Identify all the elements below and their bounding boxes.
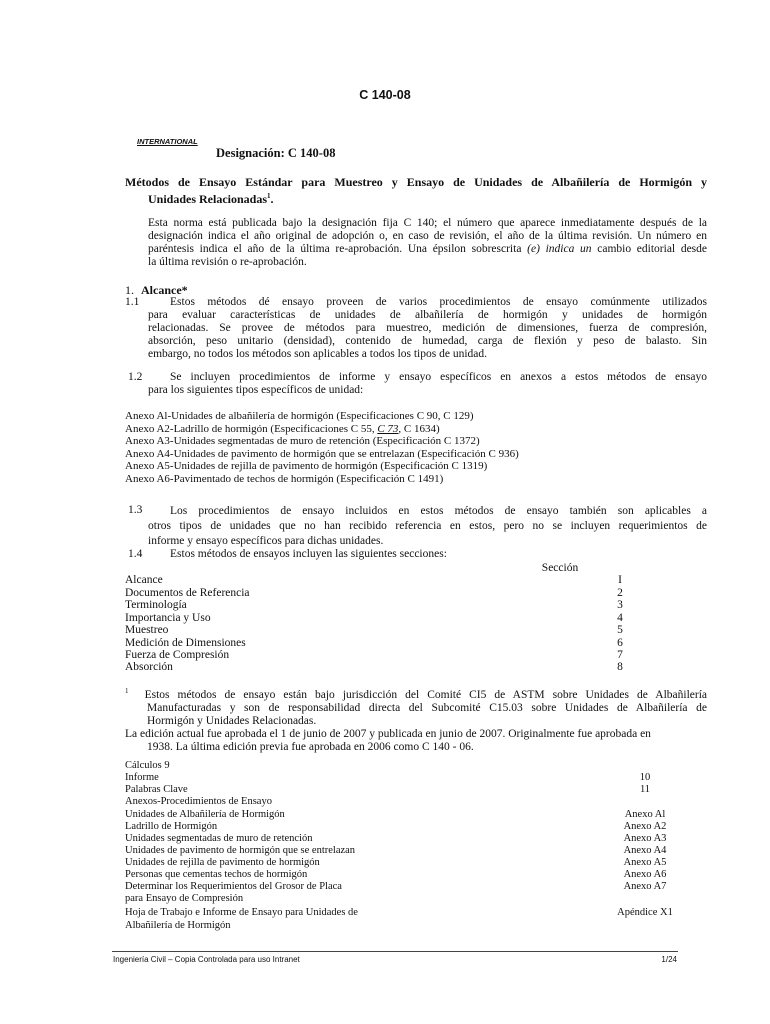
section-name: Absorción: [125, 661, 173, 673]
paragraph-number: 1.1: [125, 296, 140, 308]
footer-page-number: 1/24: [661, 955, 677, 964]
document-title-line1: Métodos de Ensayo Estándar para Muestreo y Ensayo de Unidades de Albañilería de Hormigón y: [125, 175, 707, 189]
document-title-line2: [148, 189, 274, 206]
title-text: Unidades Relacionadas: [148, 192, 268, 206]
section-name: Cálculos 9: [125, 760, 170, 771]
annex-text: Anexo A2-Ladrillo de hormigón (Especificaciones C 55,: [125, 422, 375, 435]
section-value: Anexo Al: [624, 809, 666, 820]
section-value: Anexo A4: [623, 845, 667, 856]
document-code: C 140-08: [359, 88, 411, 102]
section-number: 1.: [125, 283, 134, 297]
paragraph-line: embargo, no todos los métodos son aplicables a todos los tipos de unidad.: [148, 348, 488, 360]
section-name: Palabras Clave: [125, 784, 188, 795]
paragraph-number: 1.3: [128, 504, 143, 516]
footnote-line: Manufacturadas y son de responsabilidad directa del Subcomité C15.03 sobre Unidades de Albañilería de: [147, 701, 707, 714]
paragraph-line: para evaluar características de unidades de albañilería de hormigón y unidades de hormigón: [148, 309, 707, 321]
section-name: Terminología: [125, 599, 187, 611]
edition-note: [148, 217, 707, 269]
annex-text-end: , C 1634): [398, 422, 440, 435]
title-period: .: [270, 192, 274, 206]
footnote-mark: 1: [267, 192, 271, 200]
section-title: Alcance*: [141, 283, 188, 297]
section-row: [125, 907, 685, 920]
note-line: designación indica el año original de adopción o, en caso de revisión, el año de la última revisión. Un número en: [148, 230, 707, 242]
section-number: 8: [617, 661, 623, 673]
note-text-end: cambio editorial desde: [597, 243, 707, 255]
note-italic: (e) indica un: [527, 243, 592, 255]
paragraph-line: informe y ensayo específicos para dichas unidades.: [148, 535, 384, 547]
paragraph-line: Estos métodos dé ensayo proveen de varios procedimientos de ensayo comúnmente utilizados: [170, 296, 707, 308]
section-value: Anexo A7: [623, 881, 667, 892]
section-name: Unidades segmentadas de muro de retención: [125, 833, 313, 844]
astm-logo-text: INTERNATIONAL: [137, 137, 198, 146]
designation: Designación: C 140-08: [216, 146, 336, 160]
section-name: Ladrillo de Hormigón: [125, 821, 218, 832]
section-number: 2: [617, 587, 623, 599]
section-value: 11: [639, 784, 651, 795]
footer-left: Ingeniería Civil – Copia Controlada para uso Intranet: [113, 955, 300, 964]
paragraph-line: para los siguientes tipos específicos de unidad:: [148, 384, 364, 396]
section-number: 5: [617, 624, 623, 636]
section-row: [125, 624, 645, 637]
section-value: Anexo A3: [623, 833, 667, 844]
note-line: la última revisión o re-aprobación.: [148, 256, 307, 268]
section-row: [125, 796, 685, 809]
footer-divider: [112, 951, 678, 952]
section-name: Albañilería de Hormigón: [125, 920, 231, 931]
reference-link[interactable]: C 73: [377, 422, 399, 435]
section-number: 3: [617, 599, 623, 611]
footnote-line: 1938. La última edición previa fue aprobada en 2006 como C 140 - 06.: [147, 740, 474, 753]
paragraph-number: 1.2: [128, 371, 143, 383]
section-value: Anexo A5: [623, 857, 667, 868]
section-number: 6: [617, 637, 623, 649]
footnote-line: La edición actual fue aprobada el 1 de junio de 2007 y publicada en junio de 2007. Originalmente fue aprobada en: [125, 727, 651, 740]
annex-item: Anexo Al-Unidades de albañilería de hormigón (Especificaciones C 90, C 129): [125, 410, 474, 422]
section-name: Unidades de Albañilería de Hormigón: [125, 809, 285, 820]
annex-item: Anexo A4-Unidades de pavimento de hormigón que se entrelazan (Especificación C 936): [125, 447, 519, 460]
annex-item: Anexo A6-Pavimentado de techos de hormigón (Especificación C 1491): [125, 472, 444, 485]
section-row: [125, 893, 685, 906]
footnote-line: Hormigón y Unidades Relacionadas.: [147, 714, 317, 727]
note-text: paréntesis indica el año de la última re-aprobación. Una épsilon sobrescrita: [148, 243, 522, 255]
section-name: Unidades de rejilla de pavimento de hormigón: [125, 857, 320, 868]
section-value: 10: [639, 772, 651, 783]
section-row: [125, 920, 685, 933]
note-line: Esta norma está publicada bajo la designación fija C 140; el número que aparece inmediatamente después de la: [148, 217, 707, 229]
section-value: Anexo A6: [623, 869, 667, 880]
section-name: Personas que cementas techos de hormigón: [125, 869, 308, 880]
section-name: Hoja de Trabajo e Informe de Ensayo para Unidades de: [125, 907, 358, 918]
section-name: Unidades de pavimento de hormigón que se entrelazan: [125, 845, 356, 856]
section-name: Alcance: [125, 574, 163, 586]
section-row: [125, 574, 645, 587]
annex-item: [125, 423, 519, 436]
footnote: [125, 685, 707, 754]
section-name: Medición de Dimensiones: [125, 637, 246, 649]
section-name: Documentos de Referencia: [125, 587, 250, 599]
section-name: Fuerza de Compresión: [125, 649, 230, 661]
section-value: Anexo A2: [623, 821, 667, 832]
paragraph-number: 1.4: [128, 548, 143, 560]
section-value: Apéndice X1: [617, 907, 673, 918]
paragraph-1-2: [148, 371, 707, 397]
section-name: Muestreo: [125, 624, 169, 636]
section-name: Importancia y Uso: [125, 612, 211, 624]
paragraph-line: Los procedimientos de ensayo incluidos en estos métodos de ensayo también son aplicables a: [170, 505, 707, 517]
annex-list: [125, 410, 519, 486]
section-number: 4: [617, 612, 623, 624]
section-name: para Ensayo de Compresión: [125, 893, 244, 904]
section-name: Informe: [125, 772, 159, 783]
footnote-text: Estos métodos de ensayo están bajo jurisdicción del Comité CI5 de ASTM sobre Unidades de Albañilería: [144, 688, 707, 701]
annex-item: Anexo A5-Unidades de rejilla de pavimento de hormigón (Especificación C 1319): [125, 460, 488, 473]
paragraph-1-3: [148, 504, 707, 549]
paragraph-1-4: Estos métodos de ensayos incluyen las siguientes secciones:: [170, 548, 447, 560]
paragraph-line: otros tipos de unidades que no han recibido referencia en estos, pero no se incluyen requerimientos de: [148, 520, 707, 532]
footnote-line: [125, 685, 707, 702]
note-line: [148, 243, 707, 256]
paragraph-line: Se incluyen procedimientos de informe y ensayo específicos en anexos a estos métodos de ensayo: [170, 371, 707, 383]
section-name: Determinar los Requerimientos del Grosor de Placa: [125, 881, 342, 892]
section-name: Anexos-Procedimientos de Ensayo: [125, 796, 272, 807]
annex-item: Anexo A3-Unidades segmentadas de muro de retención (Especificación C 1372): [125, 435, 480, 448]
section-number: 7: [617, 649, 623, 661]
paragraph-line: relacionadas. Se provee de métodos para muestreo, medición de dimensiones, fuerza de compresión,: [148, 322, 707, 334]
section-number: I: [618, 574, 622, 586]
section-row: [125, 599, 645, 612]
paragraph-1-1: [148, 296, 707, 361]
footnote-mark: 1: [125, 687, 129, 695]
paragraph-line: absorción, peso unitario (densidad), contenido de humedad, carga de flexión y peso de balasto. Sin: [148, 335, 707, 347]
sections-header: Sección: [541, 562, 579, 574]
section-row: [125, 661, 645, 674]
